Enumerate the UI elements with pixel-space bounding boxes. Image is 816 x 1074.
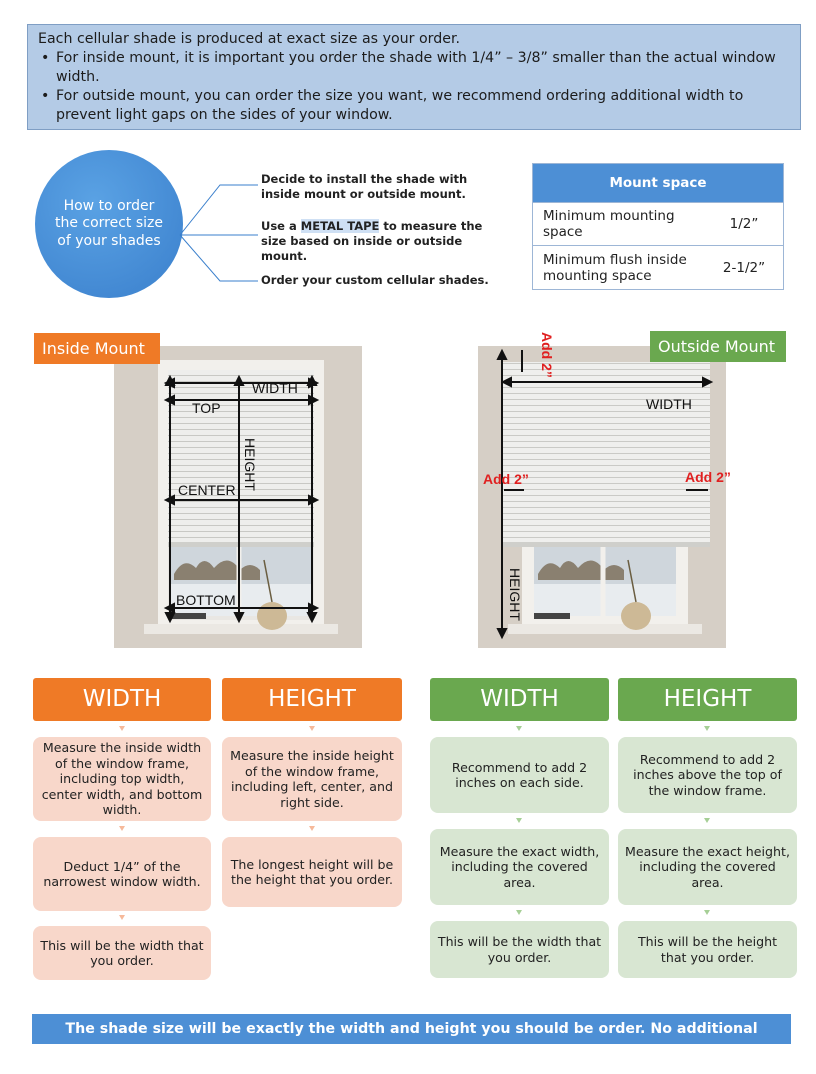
notice-list	[38, 49, 790, 125]
flow-arrow	[704, 726, 710, 731]
inside-height-heading: HEIGHT	[222, 678, 402, 721]
step-measure	[261, 219, 501, 264]
footer-banner: The shade size will be exactly the width and height you should be order. No additional deduction.	[32, 1014, 791, 1044]
inside-mount-photo	[114, 346, 362, 648]
step-measure-post: to measure the size based on inside or outside mount.	[261, 219, 483, 263]
inside-height-step-2: The longest height will be the height that you order.	[222, 837, 402, 907]
outside-height-step-3: This will be the height that you order.	[618, 921, 797, 978]
step-order: Order your custom cellular shades.	[261, 273, 489, 287]
mount-space-table	[532, 163, 784, 290]
outside-height-label: HEIGHT	[507, 568, 523, 621]
metal-tape-highlight: METAL TAPE	[300, 219, 380, 233]
mount-space-header: Mount space	[533, 164, 783, 202]
flow-arrow	[309, 726, 315, 731]
flow-arrow	[309, 826, 315, 831]
inside-height-label: HEIGHT	[242, 438, 258, 491]
flow-arrow	[119, 915, 125, 920]
inside-top-label: TOP	[192, 400, 221, 416]
mount-space-label: Minimum mounting space	[543, 208, 675, 240]
step-measure-pre: Use a	[261, 219, 301, 233]
inside-width-heading: WIDTH	[33, 678, 211, 721]
outside-height-step-1: Recommend to add 2 inches above the top of the window frame.	[618, 737, 797, 813]
notice-panel	[27, 24, 801, 130]
mount-space-value: 1/2”	[729, 216, 759, 232]
flow-arrow	[516, 726, 522, 731]
outside-mount-label: Outside Mount	[650, 331, 786, 362]
inside-bottom-label: BOTTOM	[176, 592, 236, 608]
outside-height-step-2: Measure the exact height, including the covered area.	[618, 829, 797, 905]
inside-mount-label: Inside Mount	[34, 333, 160, 364]
outside-height-heading: HEIGHT	[618, 678, 797, 721]
inside-center-label: CENTER	[178, 482, 236, 498]
outside-width-heading: WIDTH	[430, 678, 609, 721]
how-to-order-circle: How to order the correct size of your shades	[35, 150, 183, 298]
notice-bullet: • For inside mount, it is important you order the shade with 1/4” – 3/8” smaller than the actual window width.	[38, 49, 790, 87]
mount-space-row	[533, 202, 783, 245]
inside-width-label: WIDTH	[252, 380, 298, 396]
outside-width-label: WIDTH	[646, 396, 692, 412]
outside-add-top-label: Add 2”	[539, 332, 555, 378]
mount-space-value: 2-1/2”	[722, 259, 766, 276]
inside-height-step-1: Measure the inside height of the window frame, including left, center, and right side.	[222, 737, 402, 821]
mount-space-label: Minimum flush inside mounting space	[543, 251, 687, 284]
flow-arrow	[516, 910, 522, 915]
flow-arrow	[516, 818, 522, 823]
flow-arrow	[119, 726, 125, 731]
step-decide-mount: Decide to install the shade with inside mount or outside mount.	[261, 172, 468, 201]
outside-add-right-label: Add 2”	[685, 469, 731, 485]
inside-width-step-2: Deduct 1/4” of the narrowest window width.	[33, 837, 211, 911]
mount-space-row	[533, 245, 783, 289]
outside-width-step-2: Measure the exact width, including the covered area.	[430, 829, 609, 905]
outside-add-left-label: Add 2”	[483, 471, 529, 487]
notice-intro: Each cellular shade is produced at exact size as your order.	[38, 31, 461, 47]
connector-lines	[180, 180, 260, 290]
flow-arrow	[704, 910, 710, 915]
outside-width-step-1: Recommend to add 2 inches on each side.	[430, 737, 609, 813]
notice-bullet: • For outside mount, you can order the size you want, we recommend ordering additional width to prevent light gaps on the sides of your window.	[38, 87, 790, 125]
flow-arrow	[119, 826, 125, 831]
inside-width-step-1: Measure the inside width of the window frame, including top width, center width, and bottom width.	[33, 737, 211, 821]
outside-width-step-3: This will be the width that you order.	[430, 921, 609, 978]
flow-arrow	[704, 818, 710, 823]
inside-width-step-3: This will be the width that you order.	[33, 926, 211, 980]
